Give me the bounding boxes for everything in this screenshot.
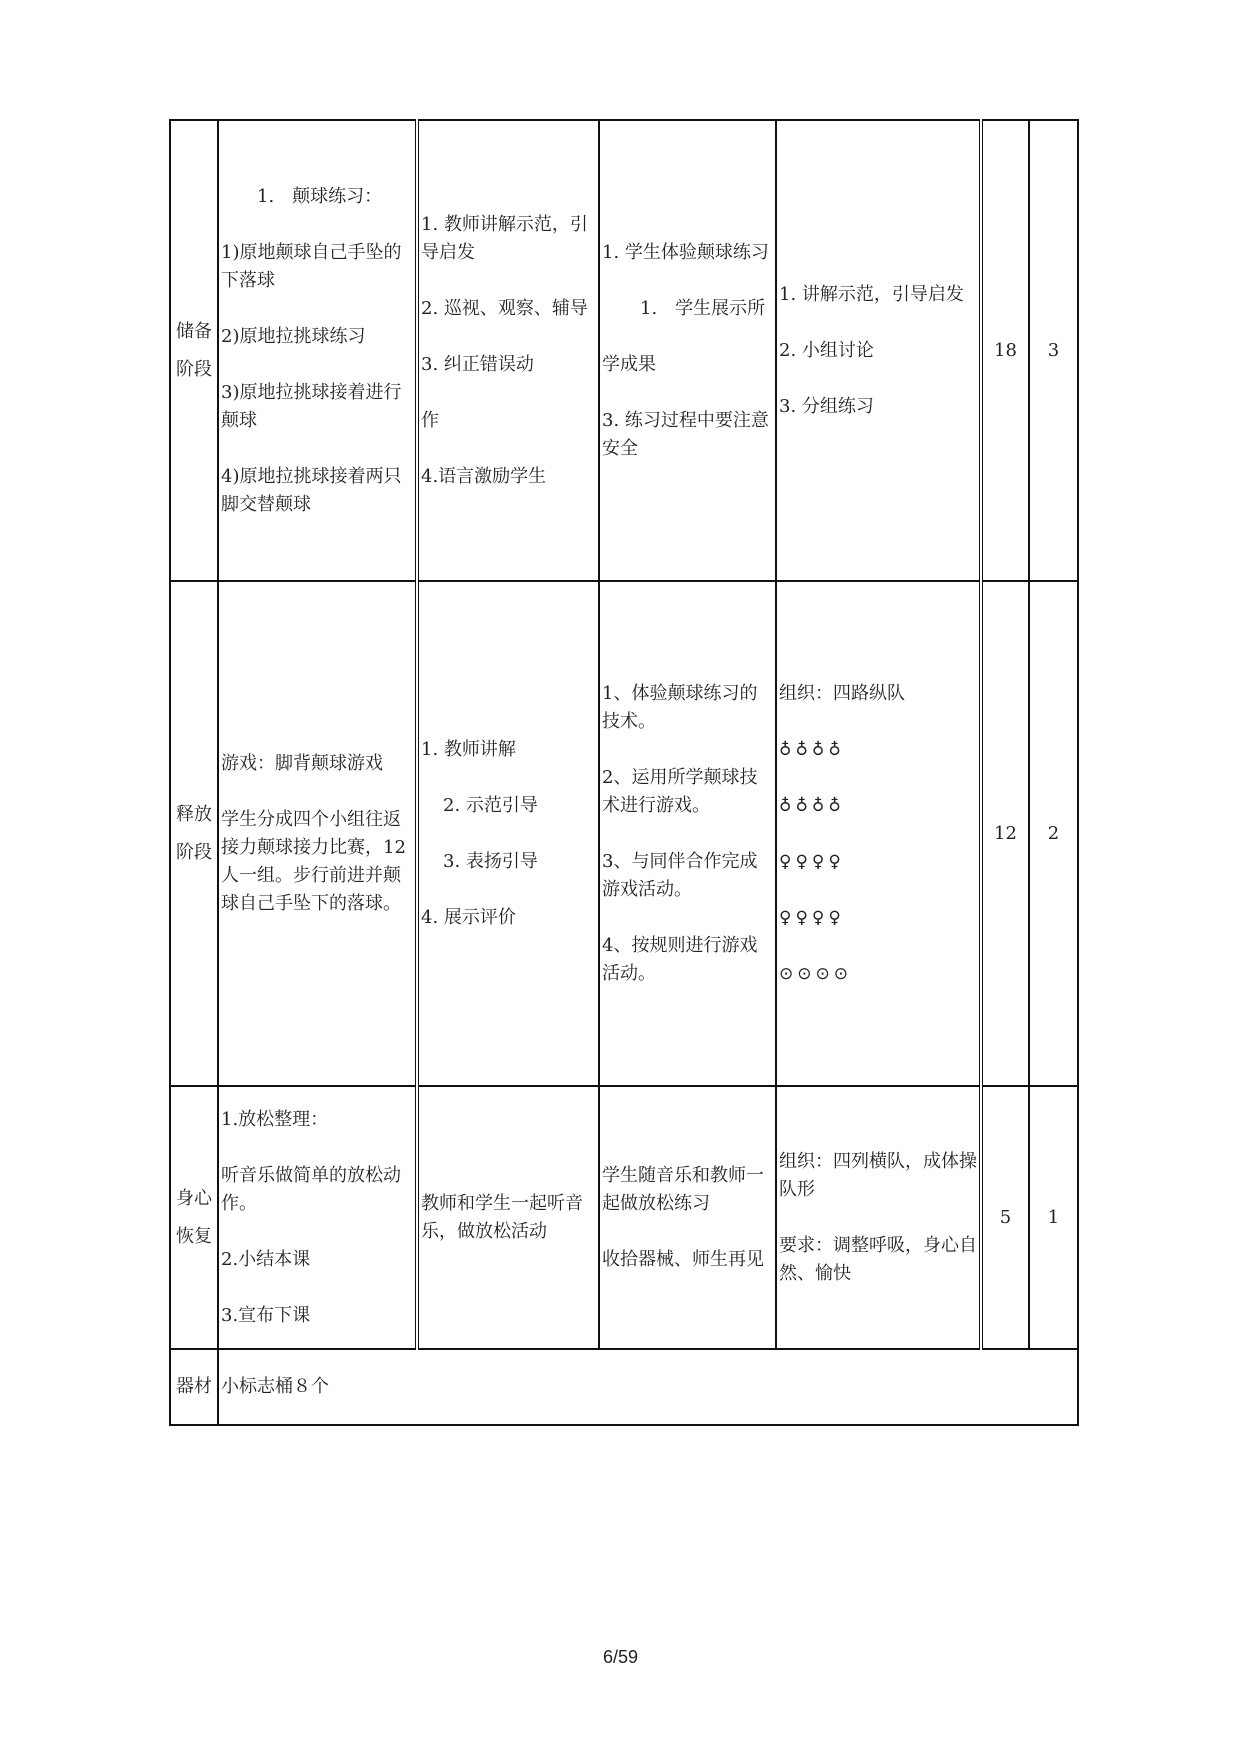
equipment-label: 器材 bbox=[170, 1349, 218, 1425]
organization-cell bbox=[776, 120, 981, 581]
teacher-cell bbox=[417, 120, 599, 581]
organization-line: 组织：四路纵队 bbox=[779, 682, 905, 704]
stage-cell bbox=[170, 120, 218, 581]
student-cell bbox=[599, 1086, 776, 1349]
intensity-cell: 3 bbox=[1029, 120, 1078, 581]
content-cell bbox=[218, 1086, 417, 1349]
stage-cell bbox=[170, 581, 218, 1086]
organization-line: 要求：调整呼吸，身心自然、愉快 bbox=[779, 1234, 977, 1284]
student-line: 学生随音乐和教师一起做放松练习 bbox=[602, 1164, 764, 1214]
intensity-cell: 2 bbox=[1029, 581, 1078, 1086]
organization-line: 2. 小组讨论 bbox=[779, 339, 874, 361]
teacher-line: 教师和学生一起听音乐，做放松活动 bbox=[421, 1192, 583, 1242]
student-line: 学成果 bbox=[602, 353, 656, 375]
teacher-line: 2. 示范引导 bbox=[443, 794, 538, 816]
student-line: 2、运用所学颠球技术进行游戏。 bbox=[602, 766, 758, 816]
student-line: 3. 练习过程中要注意安全 bbox=[602, 409, 769, 459]
content-line: 3.宣布下课 bbox=[221, 1304, 311, 1326]
teacher-line: 2. 巡视、观察、辅导 bbox=[421, 297, 588, 319]
organization-line: 3. 分组练习 bbox=[779, 395, 874, 417]
organization-cell bbox=[776, 581, 981, 1086]
stage-label: 阶段 bbox=[176, 358, 212, 380]
formation-row-icon: ♀♀♀♀ bbox=[779, 907, 845, 928]
content-line: 1)原地颠球自己手坠的下落球 bbox=[221, 241, 402, 291]
stage-label: 恢复 bbox=[176, 1225, 212, 1247]
content-line: 1.放松整理： bbox=[221, 1108, 329, 1130]
table-row bbox=[170, 1349, 1078, 1425]
teacher-line: 3. 纠正错误动 bbox=[421, 353, 534, 375]
content-line: 听音乐做简单的放松动作。 bbox=[221, 1164, 401, 1214]
content-line: 游戏：脚背颠球游戏 bbox=[221, 752, 383, 774]
student-line: 收拾器械、师生再见 bbox=[602, 1248, 764, 1270]
organization-line: 组织：四列横队，成体操队形 bbox=[779, 1150, 977, 1200]
equipment-value: 小标志桶８个 bbox=[218, 1349, 1078, 1425]
formation-row-icon: ♁♁♁♁ bbox=[779, 739, 845, 760]
content-line: 4)原地拉挑球接着两只脚交替颠球 bbox=[221, 465, 402, 515]
teacher-line: 1. 教师讲解 bbox=[421, 738, 516, 760]
time-cell: 5 bbox=[981, 1086, 1029, 1349]
content-line: 2.小结本课 bbox=[221, 1248, 311, 1270]
teacher-line: 4. 展示评价 bbox=[421, 906, 516, 928]
organization-line: 1. 讲解示范，引导启发 bbox=[779, 283, 964, 305]
teacher-cell bbox=[417, 581, 599, 1086]
time-cell: 12 bbox=[981, 581, 1029, 1086]
teacher-line: 1. 教师讲解示范，引导启发 bbox=[421, 213, 588, 263]
student-cell bbox=[599, 581, 776, 1086]
table-row bbox=[170, 1086, 1078, 1349]
student-line: 3、与同伴合作完成游戏活动。 bbox=[602, 850, 758, 900]
lesson-plan-table bbox=[169, 119, 1079, 1426]
page-number: 6/59 bbox=[602, 1647, 639, 1667]
content-line: 学生分成四个小组往返接力颠球接力比赛，12人一组。步行前进并颠球自己手坠下的落球。 bbox=[221, 808, 406, 914]
stage-label: 阶段 bbox=[176, 841, 212, 863]
time-cell: 18 bbox=[981, 120, 1029, 581]
formation-row-icon: ♀♀♀♀ bbox=[779, 851, 845, 872]
stage-cell bbox=[170, 1086, 218, 1349]
content-line: 1. 颠球练习： bbox=[257, 185, 383, 207]
student-line: 1. 学生展示所 bbox=[640, 297, 766, 319]
formation-row-icon: ⊙⊙⊙⊙ bbox=[779, 963, 852, 984]
content-line: 2)原地拉挑球练习 bbox=[221, 325, 366, 347]
formation-row-icon: ♁♁♁♁ bbox=[779, 795, 845, 816]
student-line: 4、按规则进行游戏活动。 bbox=[602, 934, 758, 984]
content-line: 3)原地拉挑球接着进行颠球 bbox=[221, 381, 402, 431]
student-line: 1. 学生体验颠球练习 bbox=[602, 241, 769, 263]
organization-cell bbox=[776, 1086, 981, 1349]
teacher-line: 4.语言激励学生 bbox=[421, 465, 547, 487]
teacher-line: 作 bbox=[421, 409, 439, 431]
teacher-line: 3. 表扬引导 bbox=[443, 850, 538, 872]
table-row bbox=[170, 581, 1078, 1086]
stage-label: 身心 bbox=[176, 1187, 212, 1209]
teacher-cell bbox=[417, 1086, 599, 1349]
student-line: 1、体验颠球练习的技术。 bbox=[602, 682, 758, 732]
stage-label: 释放 bbox=[176, 803, 212, 825]
intensity-cell: 1 bbox=[1029, 1086, 1078, 1349]
table-row bbox=[170, 120, 1078, 581]
content-cell bbox=[218, 120, 417, 581]
content-cell bbox=[218, 581, 417, 1086]
student-cell bbox=[599, 120, 776, 581]
stage-label: 储备 bbox=[176, 320, 212, 342]
